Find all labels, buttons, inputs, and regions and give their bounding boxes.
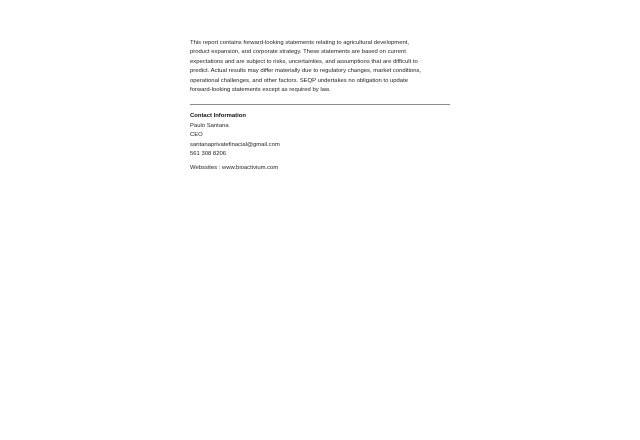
disclaimer-line: product expansion, and corporate strategy. These statements are based on current [190, 49, 406, 56]
contact-title: CEO [190, 132, 203, 139]
disclaimer-line: predict. Actual results may differ materially due to regulatory changes, market conditions, [190, 68, 422, 75]
contact-phone: 561 308 8206 [190, 151, 227, 158]
disclaimer-line: This report contains forward-looking statements relating to agricultural development, [190, 40, 410, 46]
section-divider [190, 104, 450, 105]
document-content [190, 39, 452, 173]
website-line[interactable]: Webssites : www.bioactivium.com [190, 164, 279, 171]
disclaimer-line: expectations and are subject to risks, uncertainties, and assumptions that are difficult to [190, 58, 418, 65]
disclaimer-line: forward-looking statements except as required by law. [190, 87, 331, 94]
forward-looking-disclaimer [190, 39, 452, 95]
contact-heading: Contact Information [190, 113, 246, 120]
contact-name: Paulo Santana [190, 122, 229, 129]
contact-email[interactable]: santanaprivatefinacial@gmail.com [190, 141, 280, 148]
contact-block [190, 112, 452, 159]
disclaimer-line: operational challenges, and other factors. SEQP undertakes no obligation to update [190, 77, 408, 84]
